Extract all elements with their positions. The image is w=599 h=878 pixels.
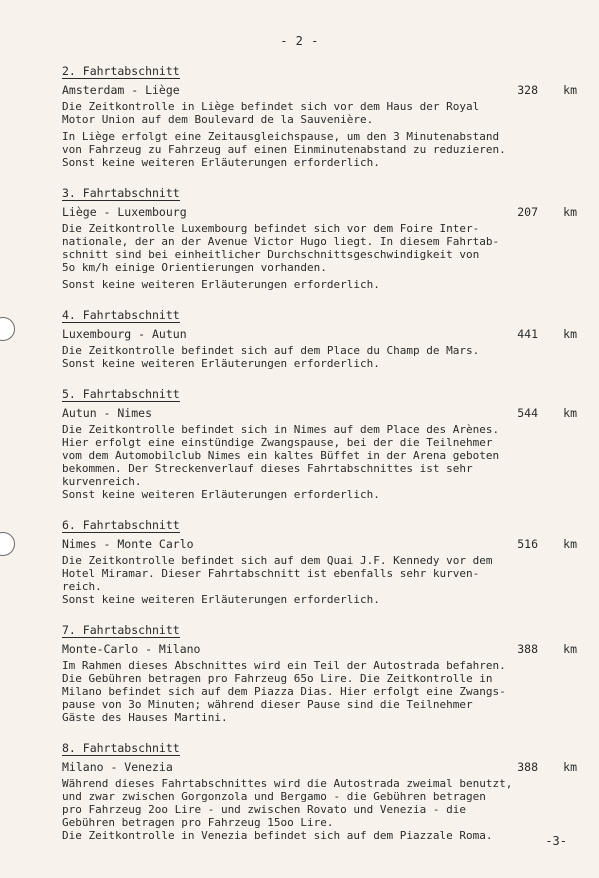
route-distance: 516 xyxy=(517,537,538,551)
section-paragraph: Sonst keine weiteren Erläuterungen erforderlich. xyxy=(62,278,380,291)
route-distance: 388 xyxy=(517,760,538,774)
section-paragraph: Die Zeitkontrolle Luxembourg befindet sich vor dem Foire Inter- nationale, der an der Avenue Victor Hugo liegt. In diesem Fahrtab- schnitt sind bei einheitlicher Durchschnittsgeschwindigkeit von 5o km/h einige Orientierungen vorhanden. xyxy=(62,222,500,274)
route-line xyxy=(62,537,577,552)
section-paragraph: Die Zeitkontrolle befindet sich in Nimes auf dem Place des Arènes. Hier erfolgt eine einstündige Zwangspause, bei der die Teilnehmer vom dem Automobilclub Nimes ein kaltes Büffet in der Arena geboten bekommen. Der Streckenverlauf dieses Fahrtabschnittes ist sehr kurvenreich. Sonst keine weiteren Erläuterungen erforderlich. xyxy=(62,423,500,501)
route-name: Liège - Luxembourg xyxy=(62,205,187,219)
route-line xyxy=(62,327,577,342)
punch-hole-top xyxy=(0,317,15,341)
section-5 xyxy=(62,383,577,501)
section-4 xyxy=(62,304,577,370)
distance-unit: km xyxy=(563,406,577,420)
route-line xyxy=(62,83,577,98)
route-line xyxy=(62,760,577,775)
route-distance: 328 xyxy=(517,83,538,97)
page-number: - 2 - xyxy=(280,34,319,48)
section-heading: 5. Fahrtabschnitt xyxy=(62,387,180,401)
route-name: Amsterdam - Liège xyxy=(62,83,180,97)
route-distance: 544 xyxy=(517,406,538,420)
section-heading: 6. Fahrtabschnitt xyxy=(62,518,180,532)
section-paragraph: Die Zeitkontrolle befindet sich auf dem Quai J.F. Kennedy vor dem Hotel Miramar. Dieser Fahrtabschnitt ist ebenfalls sehr kurven- reich. Sonst keine weiteren Erläuterungen erforderlich. xyxy=(62,554,493,606)
route-line xyxy=(62,205,577,220)
distance-unit: km xyxy=(563,83,577,97)
section-3 xyxy=(62,182,577,291)
distance-unit: km xyxy=(563,760,577,774)
route-line xyxy=(62,642,577,657)
distance-unit: km xyxy=(563,327,577,341)
route-distance: 441 xyxy=(517,327,538,341)
route-name: Luxembourg - Autun xyxy=(62,327,187,341)
distance-unit: km xyxy=(563,537,577,551)
route-name: Milano - Venezia xyxy=(62,760,173,774)
route-name: Autun - Nimes xyxy=(62,406,153,420)
section-heading: 8. Fahrtabschnitt xyxy=(62,741,180,755)
section-heading: 4. Fahrtabschnitt xyxy=(62,308,180,322)
next-page-marker: -3- xyxy=(545,834,567,848)
section-heading: 7. Fahrtabschnitt xyxy=(62,623,180,637)
section-paragraph: In Liège erfolgt eine Zeitausgleichspause, um den 3 Minutenabstand von Fahrzeug zu Fahrzeug auf einen Einminutenabstand zu reduzieren. Sonst keine weiteren Erläuterungen erforderlich. xyxy=(62,130,506,169)
route-distance: 388 xyxy=(517,642,538,656)
section-heading: 2. Fahrtabschnitt xyxy=(62,64,180,78)
section-heading: 3. Fahrtabschnitt xyxy=(62,186,180,200)
route-name: Nimes - Monte Carlo xyxy=(62,537,194,551)
section-7 xyxy=(62,619,577,724)
section-6 xyxy=(62,514,577,606)
distance-unit: km xyxy=(563,642,577,656)
route-distance: 207 xyxy=(517,205,538,219)
document-body xyxy=(62,60,577,855)
route-line xyxy=(62,406,577,421)
section-8 xyxy=(62,737,577,842)
distance-unit: km xyxy=(563,205,577,219)
section-paragraph: Im Rahmen dieses Abschnittes wird ein Teil der Autostrada befahren. Die Gebühren betragen pro Fahrzeug 65o Lire. Die Zeitkontrolle in Milano befindet sich auf dem Piazza Dias. Hier erfolgt eine Zwangs- pause von 3o Minuten; während dieser Pause sind die Teilnehmer Gäste des Hauses Martini. xyxy=(62,659,506,724)
route-name: Monte-Carlo - Milano xyxy=(62,642,201,656)
punch-hole-bottom xyxy=(0,532,15,556)
section-paragraph: Während dieses Fahrtabschnittes wird die Autostrada zweimal benutzt, und zwar zwischen Gorgonzola und Bergamo - die Gebühren betragen pro Fahrzeug 2oo Lire - und zwischen Rovato und Venezia - die Gebühren betragen pro Fahrzeug 15oo Lire. Die Zeitkontrolle in Venezia befindet sich auf dem Piazzale Roma. xyxy=(62,777,513,842)
section-paragraph: Die Zeitkontrolle befindet sich auf dem Place du Champ de Mars. Sonst keine weiteren Erläuterungen erforderlich. xyxy=(62,344,480,370)
section-paragraph: Die Zeitkontrolle in Liège befindet sich vor dem Haus der Royal Motor Union auf dem Boulevard de la Sauvenière. xyxy=(62,100,480,126)
section-2 xyxy=(62,60,577,169)
